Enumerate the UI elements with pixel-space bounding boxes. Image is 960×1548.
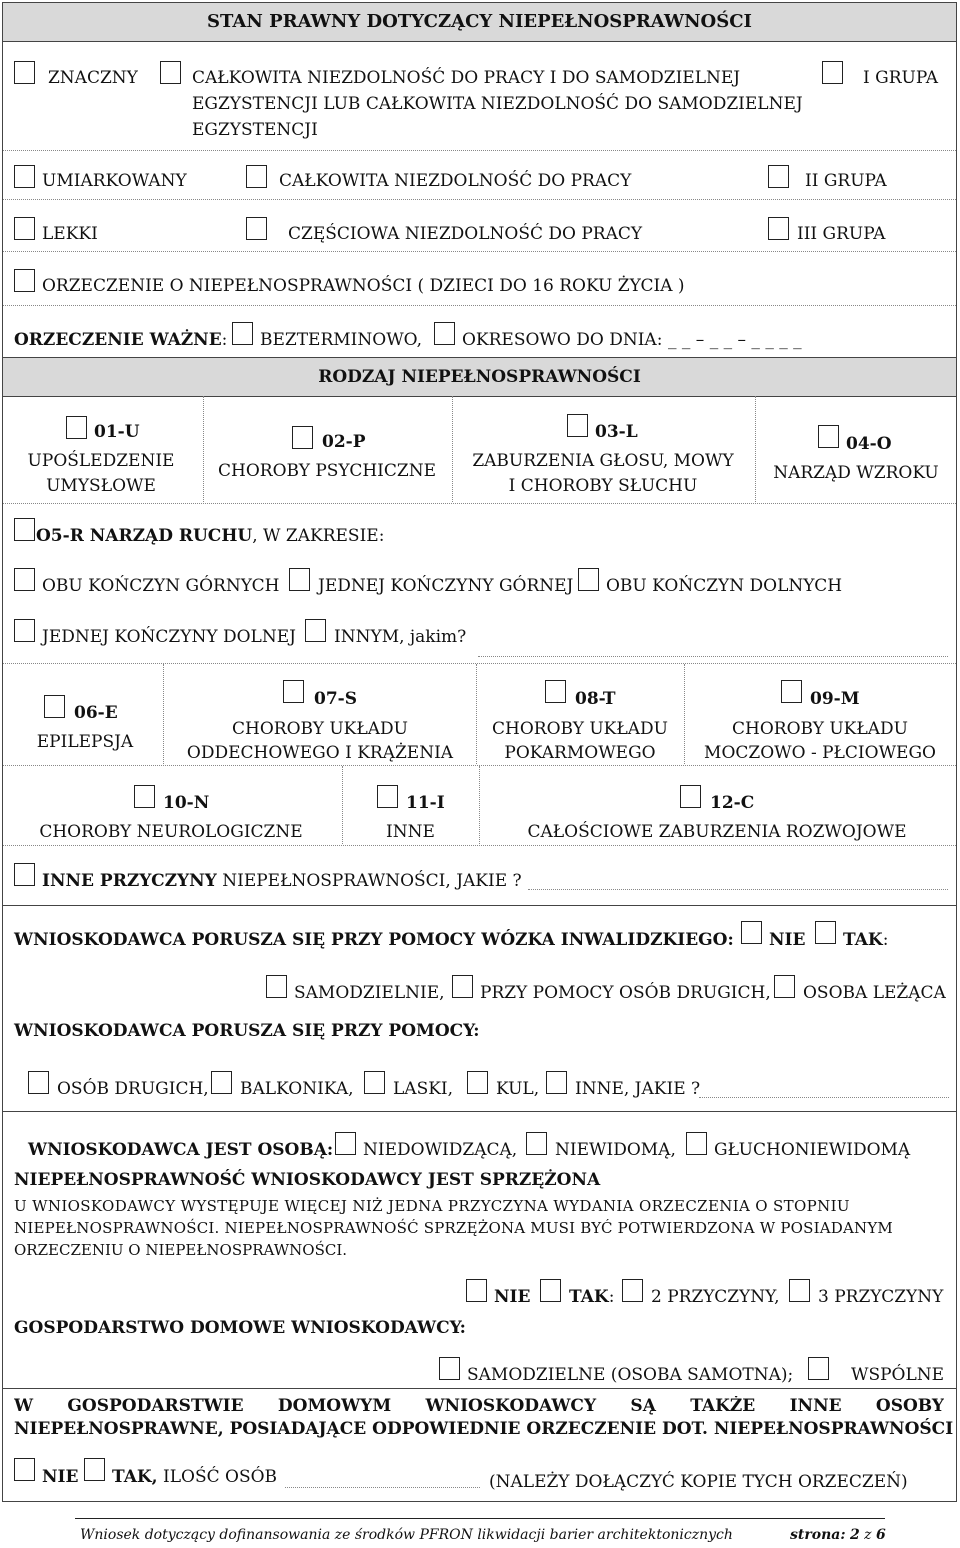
checkbox-r-opt3[interactable] [578, 568, 599, 591]
code-08t: 08-T [575, 689, 616, 709]
combined-p2: NIEPEŁNOSPRAWNOŚCI. NIEPEŁNOSPRAWNOŚĆ SPRZĘŻONA MUSI BYĆ POTWIERDZONA W POSIADANYM [14, 1219, 893, 1237]
divider [452, 396, 453, 502]
label-02p: CHOROBY PSYCHICZNE [218, 461, 436, 481]
code-03l: 03-L [595, 422, 638, 442]
checkbox-household-shared[interactable] [808, 1357, 829, 1380]
divider [3, 845, 956, 846]
footer-page: strona: 2 z 6 [790, 1527, 886, 1543]
divider [3, 199, 956, 200]
checkbox-aid3[interactable] [364, 1071, 385, 1094]
label-wheelchair-no: NIE [769, 930, 806, 950]
checkbox-aid2[interactable] [211, 1071, 232, 1094]
checkbox-lying[interactable] [774, 975, 795, 998]
checkbox-07s[interactable] [283, 680, 304, 703]
sensory-label: WNIOSKODAWCA JEST OSOBĄ: [28, 1140, 334, 1160]
checkbox-01u[interactable] [66, 416, 87, 439]
checkbox-02p[interactable] [292, 426, 313, 449]
checkbox-three-causes[interactable] [789, 1279, 810, 1302]
checkbox-self[interactable] [266, 975, 287, 998]
label-group1: I GRUPA [863, 68, 938, 88]
code-11i: 11-I [406, 793, 445, 813]
checkbox-aid1[interactable] [28, 1071, 49, 1094]
label-attach-copies: (NALEŻY DOŁĄCZYĆ KOPIE TYCH ORZECZEŃ) [489, 1472, 908, 1492]
label-07s-1: CHOROBY UKŁADU [232, 719, 408, 739]
label-others-yes: TAK, ILOŚĆ OSÓB [112, 1467, 278, 1487]
checkbox-combined-no[interactable] [466, 1279, 487, 1302]
checkbox-znaczny[interactable] [14, 61, 35, 84]
checkbox-05r[interactable] [14, 518, 35, 541]
checkbox-umiarkowany-desc[interactable] [246, 165, 267, 188]
divider [3, 150, 956, 151]
checkbox-indefinite[interactable] [232, 322, 253, 345]
checkbox-wheelchair-yes[interactable] [815, 921, 836, 944]
checkbox-sensory3[interactable] [686, 1132, 707, 1155]
label-09m-2: MOCZOWO - PŁCIOWEGO [704, 743, 936, 763]
checkbox-helped[interactable] [452, 975, 473, 998]
label-combined-yes: TAK: [569, 1287, 615, 1307]
label-r-opt5: INNYM, jakim? [334, 627, 467, 647]
label-06e: EPILEPSJA [36, 732, 134, 752]
household-label: GOSPODARSTWO DOMOWE WNIOSKODAWCY: [14, 1318, 466, 1338]
type-header: RODZAJ NIEPEŁNOSPRAWNOŚCI [3, 357, 956, 397]
wheelchair-label: WNIOSKODAWCA PORUSZA SIĘ PRZY POMOCY WÓZKA INWALIDZKIEGO: [14, 930, 734, 950]
checkbox-wheelchair-no[interactable] [741, 921, 762, 944]
checkbox-lekki[interactable] [14, 217, 35, 240]
mobility-label: WNIOSKODAWCA PORUSZA SIĘ PRZY POMOCY: [14, 1021, 480, 1041]
checkbox-children[interactable] [14, 269, 35, 292]
divider [684, 664, 685, 764]
label-indefinite: BEZTERMINOWO, [260, 330, 423, 350]
znaczny-desc-1: CAŁKOWITA NIEZDOLNOŚĆ DO PRACY I DO SAMODZIELNEJ [192, 68, 741, 88]
label-07s-2: ODDECHOWEGO I KRĄŻENIA [186, 743, 454, 763]
others-line2: NIEPEŁNOSPRAWNE, POSIADAJĄCE ODPOWIEDNIE ORZECZENIE DOT. NIEPEŁNOSPRAWNOŚCI [14, 1419, 954, 1439]
znaczny-desc-2: EGZYSTENCJI LUB CAŁKOWITA NIEZDOLNOŚĆ DO SAMODZIELNEJ [192, 94, 803, 114]
checkbox-household-alone[interactable] [439, 1357, 460, 1380]
checkbox-r-opt1[interactable] [14, 568, 35, 591]
divider [3, 1111, 956, 1112]
label-group2: II GRUPA [805, 171, 887, 191]
label-aid5: INNE, JAKIE ? [575, 1079, 701, 1099]
other-limb-input[interactable] [478, 656, 948, 657]
checkbox-znaczny-desc[interactable] [160, 61, 181, 84]
label-r-opt3: OBU KOŃCZYN DOLNYCH [606, 576, 843, 596]
other-causes-input[interactable] [528, 889, 948, 890]
checkbox-r-opt5[interactable] [305, 619, 326, 642]
checkbox-r-opt4[interactable] [14, 619, 35, 642]
code-10n: 10-N [163, 793, 210, 813]
label-others-no: NIE [42, 1467, 79, 1487]
label-household-alone: SAMODZIELNE (OSOBA SAMOTNA); [467, 1365, 794, 1385]
code-06e: 06-E [74, 703, 118, 723]
label-sensory3: GŁUCHONIEWIDOMĄ [714, 1140, 911, 1160]
label-04o: NARZĄD WZROKU [773, 463, 939, 483]
label-group3: III GRUPA [797, 224, 886, 244]
checkbox-group3[interactable] [768, 217, 789, 240]
lekki-desc: CZĘŚCIOWA NIEZDOLNOŚĆ DO PRACY [288, 224, 643, 244]
checkbox-others-yes[interactable] [84, 1458, 105, 1481]
checkbox-umiarkowany[interactable] [14, 165, 35, 188]
label-08t-1: CHOROBY UKŁADU [492, 719, 668, 739]
checkbox-10n[interactable] [134, 785, 155, 808]
divider [3, 1388, 956, 1389]
label-11i: INNE [386, 822, 435, 842]
label-umiarkowany: UMIARKOWANY [42, 171, 187, 191]
divider [342, 766, 343, 844]
label-children: ORZECZENIE O NIEPEŁNOSPRAWNOŚCI ( DZIECI DO 16 ROKU ŻYCIA ) [42, 276, 685, 296]
validity-label: ORZECZENIE WAŻNE: [14, 330, 228, 350]
checkbox-others-no[interactable] [14, 1458, 35, 1481]
label-12c: CAŁOŚCIOWE ZABURZENIA ROZWOJOWE [527, 822, 907, 842]
others-line1: W GOSPODARSTWIE DOMOWYM WNIOSKODAWCY SĄ TAKŻE INNE OSOBY [14, 1396, 944, 1416]
label-wheelchair-yes: TAK: [843, 930, 889, 950]
code-09m: 09-M [810, 689, 860, 709]
label-08t-2: POKARMOWEGO [504, 743, 656, 763]
divider [3, 503, 956, 504]
code-04o: 04-O [846, 434, 892, 454]
label-09m-1: CHOROBY UKŁADU [732, 719, 908, 739]
label-r-opt1: OBU KOŃCZYN GÓRNYCH [42, 576, 280, 596]
label-three-causes: 3 PRZYCZYNY [818, 1287, 944, 1307]
label-lekki: LEKKI [42, 224, 98, 244]
checkbox-sensory2[interactable] [526, 1132, 547, 1155]
checkbox-aid5[interactable] [546, 1071, 567, 1094]
label-r-opt2: JEDNEJ KOŃCZYNY GÓRNEJ [318, 576, 574, 596]
label-two-causes: 2 PRZYCZYNY, [651, 1287, 780, 1307]
checkbox-other-causes[interactable] [14, 863, 35, 886]
others-count-input[interactable] [285, 1487, 480, 1488]
footer-rule [75, 1518, 885, 1519]
label-aid2: BALKONIKA, [240, 1079, 354, 1099]
label-aid1: OSÓB DRUGICH, [57, 1079, 209, 1099]
label-01u-2: UMYSŁOWE [46, 476, 156, 496]
code-07s: 07-S [314, 689, 357, 709]
checkbox-03l[interactable] [567, 414, 588, 437]
umiarkowany-desc: CAŁKOWITA NIEZDOLNOŚĆ DO PRACY [279, 171, 632, 191]
checkbox-group2[interactable] [768, 165, 789, 188]
divider [203, 396, 204, 502]
checkbox-two-causes[interactable] [622, 1279, 643, 1302]
checkbox-04o[interactable] [818, 425, 839, 448]
divider [3, 305, 956, 306]
checkbox-r-opt2[interactable] [289, 568, 310, 591]
label-helped: PRZY POMOCY OSÓB DRUGICH, [480, 983, 771, 1003]
divider [3, 251, 956, 252]
checkbox-12c[interactable] [680, 785, 701, 808]
checkbox-09m[interactable] [781, 680, 802, 703]
label-self: SAMODZIELNIE, [294, 983, 445, 1003]
checkbox-combined-yes[interactable] [540, 1279, 561, 1302]
checkbox-sensory1[interactable] [335, 1132, 356, 1155]
divider [3, 663, 956, 664]
label-aid4: KUL, [496, 1079, 540, 1099]
divider [479, 766, 480, 844]
label-r-opt4: JEDNEJ KOŃCZYNY DOLNEJ [42, 627, 296, 647]
checkbox-aid4[interactable] [467, 1071, 488, 1094]
label-other-causes: INNE PRZYCZYNY NIEPEŁNOSPRAWNOŚCI, JAKIE ? [42, 871, 522, 891]
checkbox-06e[interactable] [44, 695, 65, 718]
footer-text: Wniosek dotyczący dofinansowania ze środków PFRON likwidacji barier architektonicznych [80, 1527, 733, 1543]
label-03l-1: ZABURZENIA GŁOSU, MOWY [472, 451, 734, 471]
checkbox-08t[interactable] [545, 680, 566, 703]
checkbox-group1[interactable] [822, 61, 843, 84]
znaczny-desc-3: EGZYSTENCJI [192, 120, 318, 140]
label-until: OKRESOWO DO DNIA: [462, 330, 663, 350]
label-household-shared: WSPÓLNE [851, 1365, 945, 1385]
divider [476, 664, 477, 764]
checkbox-lekki-desc[interactable] [246, 217, 267, 240]
divider [755, 396, 756, 502]
label-05r: O5-R NARZĄD RUCHU, W ZAKRESIE: [36, 526, 385, 546]
combined-p1: U WNIOSKODAWCY WYSTĘPUJE WIĘCEJ NIŻ JEDNA PRZYCZYNA WYDANIA ORZECZENIA O STOPNIU [14, 1197, 850, 1215]
checkbox-11i[interactable] [377, 785, 398, 808]
label-lying: OSOBA LEŻĄCA [803, 983, 946, 1003]
combined-p3: ORZECZENIU O NIEPEŁNOSPRAWNOŚCI. [14, 1241, 348, 1259]
code-12c: 12-C [710, 793, 755, 813]
combined-title: NIEPEŁNOSPRAWNOŚĆ WNIOSKODAWCY JEST SPRZĘŻONA [14, 1170, 601, 1190]
label-aid3: LASKI, [393, 1079, 454, 1099]
label-znaczny: ZNACZNY [48, 68, 138, 88]
divider [163, 664, 164, 764]
label-03l-2: I CHOROBY SŁUCHU [508, 476, 698, 496]
label-01u-1: UPOŚLEDZENIE [27, 451, 175, 471]
section-title: STAN PRAWNY DOTYCZĄCY NIEPEŁNOSPRAWNOŚCI [3, 3, 956, 41]
divider [3, 905, 956, 906]
label-combined-no: NIE [494, 1287, 531, 1307]
checkbox-until[interactable] [434, 322, 455, 345]
label-sensory2: NIEWIDOMĄ, [555, 1140, 676, 1160]
other-aid-input[interactable] [699, 1097, 949, 1098]
divider [3, 41, 956, 42]
code-01u: 01-U [94, 422, 140, 442]
date-field[interactable]: _ _ – _ _ – _ _ _ _ [668, 330, 802, 350]
label-sensory1: NIEDOWIDZĄCĄ, [363, 1140, 518, 1160]
code-02p: 02-P [322, 432, 366, 452]
label-10n: CHOROBY NEUROLOGICZNE [39, 822, 303, 842]
